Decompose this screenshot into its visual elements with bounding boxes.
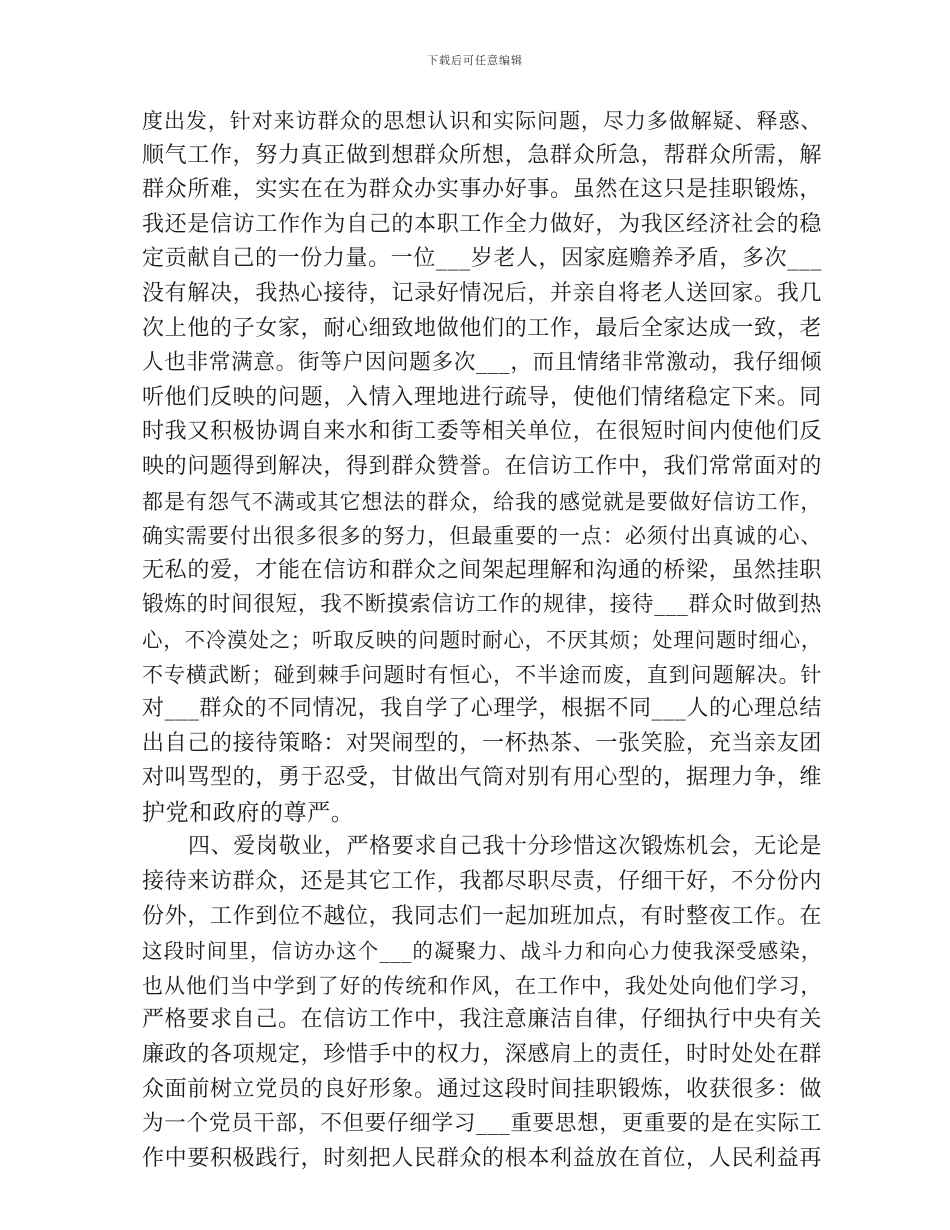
- text-line: 度出发，针对来访群众的思想认识和实际问题，尽力多做解疑、释惑、: [142, 109, 822, 133]
- text-line: 定贡献自己的一份力量。一位___岁老人，因家庭赡养矛盾，多次___: [142, 246, 822, 272]
- document-body: [142, 104, 822, 1176]
- text-line: 时我又积极协调自来水和街工委等相关单位，在很短时间内使他们反: [142, 419, 822, 445]
- text-line: 无私的爱，才能在信访和群众之间架起理解和沟通的桥梁，虽然挂职: [142, 557, 822, 583]
- text-line: 份外，工作到位不越位，我同志们一起加班加点，有时整夜工作。在: [142, 903, 822, 929]
- page-header: 下载后可任意编辑: [427, 54, 523, 67]
- text-line: 听他们反映的问题，入情入理地进行疏导，使他们情绪稳定下来。同: [142, 384, 822, 410]
- text-line: 都是有怨气不满或其它想法的群众，给我的感觉就是要做好信访工作，: [142, 489, 822, 514]
- text-line: 顺气工作，努力真正做到想群众所想，急群众所急，帮群众所需，解: [142, 142, 822, 168]
- text-line: 护党和政府的尊严。: [142, 799, 355, 826]
- text-line: 锻炼的时间很短，我不断摸索信访工作的规律，接待___群众时做到热: [142, 592, 822, 618]
- text-line: 人也非常满意。街等户因问题多次___，而且情绪非常激动，我仔细倾: [142, 350, 822, 376]
- text-line: 确实需要付出很多很多的努力，但最重要的一点：必须付出真诚的心、: [142, 524, 822, 549]
- text-line: 廉政的各项规定，珍惜手中的权力，深感肩上的责任，时时处处在群: [142, 1042, 822, 1068]
- text-line: 次上他的子女家，耐心细致地做他们的工作，最后全家达成一致，老: [142, 315, 822, 341]
- text-line: 心，不冷漠处之；听取反映的问题时耐心，不厌其烦；处理问题时细心，: [142, 627, 822, 652]
- text-line: 不专横武断；碰到棘手问题时有恒心，不半途而废，直到问题解决。针: [142, 662, 822, 687]
- text-line: 严格要求自己。在信访工作中，我注意廉洁自律，仔细执行中央有关: [142, 1007, 822, 1033]
- text-line: 众面前树立党员的良好形象。通过这段时间挂职锻炼，收获很多：做: [142, 1076, 822, 1102]
- text-line: 出自己的接待策略：对哭闹型的，一杯热茶、一张笑脸，充当亲友团: [142, 730, 822, 756]
- text-line: 对叫骂型的，勇于忍受，甘做出气筒对别有用心型的，据理力争，维: [142, 765, 822, 791]
- text-line: 我还是信访工作作为自己的本职工作全力做好，为我区经济社会的稳: [142, 211, 822, 237]
- text-line: 对___群众的不同情况，我自学了心理学，根据不同___人的心理总结: [142, 696, 822, 722]
- text-line: 群众所难，实实在在为群众办实事办好事。虽然在这只是挂职锻炼，: [142, 177, 822, 203]
- text-line: 为一个党员干部，不但要仔细学习___重要思想，更重要的是在实际工: [142, 1111, 822, 1137]
- text-line: 映的问题得到解决，得到群众赞誉。在信访工作中，我们常常面对的: [142, 453, 822, 479]
- text-line: 作中要积极践行，时刻把人民群众的根本利益放在首位，人民利益再: [142, 1145, 822, 1171]
- text-line: 四、爱岗敬业，严格要求自己我十分珍惜这次锻炼机会，无论是: [188, 834, 822, 860]
- text-line: 接待来访群众，还是其它工作，我都尽职尽责，仔细干好，不分份内: [142, 869, 822, 895]
- text-line: 没有解决，我热心接待，记录好情况后，并亲自将老人送回家。我几: [142, 280, 822, 306]
- text-line: 也从他们当中学到了好的传统和作风，在工作中，我处处向他们学习，: [142, 973, 822, 998]
- text-line: 这段时间里，信访办这个___的凝聚力、战斗力和向心力使我深受感染，: [142, 939, 822, 964]
